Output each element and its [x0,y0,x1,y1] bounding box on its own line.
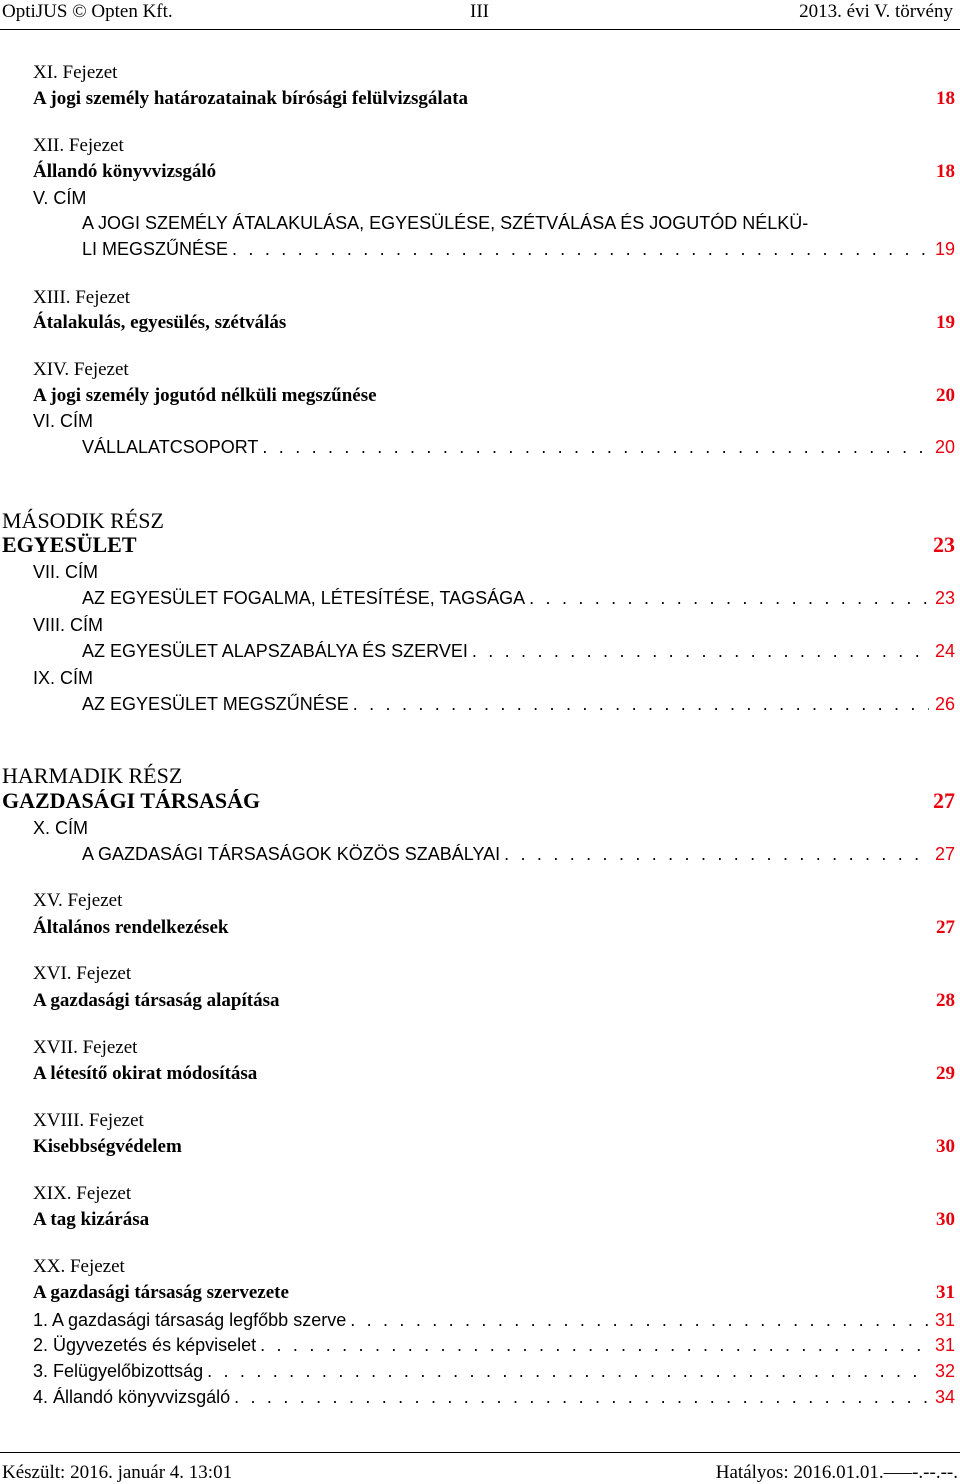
toc-entry-fejezet-num [33,1108,955,1133]
toc-page-number[interactable]: 23 [934,588,955,608]
toc-entry-text: 1. A gazdasági társaság legfőbb szerve [33,1310,347,1330]
toc-entry-text: MÁSODIK RÉSZ [2,508,164,533]
dot-leader [234,1385,929,1410]
toc-entry-cim-title [82,692,955,717]
toc-page-number[interactable]: 23 [933,532,955,557]
toc-entry-fejezet-title [33,1207,955,1232]
toc-entry-fejezet-num [33,60,955,85]
toc-entry-fejezet-title [33,988,955,1013]
toc-entry-cim-title-nodots [82,211,955,236]
toc-entry-cim-num [33,666,955,691]
toc-entry-text: GAZDASÁGI TÁRSASÁG [2,788,261,813]
toc-page-number[interactable]: 34 [934,1387,955,1407]
dot-leader [529,586,929,611]
toc-entry-section [33,1385,955,1410]
page-header [0,0,960,27]
toc-entry-text: XV. Fejezet [33,890,123,911]
toc-entry-text: A JOGI SZEMÉLY ÁTALAKULÁSA, EGYESÜLÉSE, SZÉTVÁLÁSA ÉS JOGUTÓD NÉLKÜ- [82,213,809,233]
toc-entry-fejezet-num [33,1181,955,1206]
dot-leader [207,1359,929,1384]
toc-entry-cim-title [82,237,955,262]
toc-entry-text: HARMADIK RÉSZ [2,763,183,788]
toc-entry-cim-num [33,816,955,841]
toc-entry-resz-title [2,788,955,813]
toc-entry-text: A gazdasági társaság alapítása [33,990,280,1011]
toc-entry-text: XIX. Fejezet [33,1183,132,1204]
toc-entry-text: AZ EGYESÜLET ALAPSZABÁLYA ÉS SZERVEI [82,641,468,661]
toc-entry-text: XI. Fejezet [33,62,118,83]
toc-entry-text: A létesítő okirat módosítása [33,1063,258,1084]
toc-entry-fejezet-title [33,383,955,408]
toc-entry-fejezet-title [33,1061,955,1086]
footer-rule [0,1452,960,1453]
toc-entry-text: Kisebbségvédelem [33,1136,182,1157]
toc-page-number[interactable]: 32 [934,1361,955,1381]
toc-page-number[interactable]: 20 [934,437,955,457]
toc-page-number[interactable]: 19 [936,312,955,333]
toc-entry-text: VIII. CÍM [33,615,104,635]
toc-entry-fejezet-title [33,159,955,184]
toc-entry-text: A gazdasági társaság szervezete [33,1282,289,1303]
toc-entry-text: XVIII. Fejezet [33,1110,144,1131]
toc-entry-text: A tag kizárása [33,1209,150,1230]
toc-page-number[interactable]: 30 [936,1136,955,1157]
toc-page-number[interactable]: 26 [934,694,955,714]
toc-entry-cim-title [82,842,955,867]
toc-page-number[interactable]: 24 [934,641,955,661]
toc-entry-cim-num [33,186,955,211]
toc-entry-text: 3. Felügyelőbizottság [33,1361,204,1381]
dot-leader [504,842,929,867]
toc-entry-text: EGYESÜLET [2,532,137,557]
toc-entry-fejezet-num [33,1254,955,1279]
toc-entry-text: VII. CÍM [33,562,99,582]
toc-entry-text: 4. Állandó könyvvizsgáló [33,1387,231,1407]
dot-leader [350,1308,929,1333]
dot-leader [260,1333,929,1358]
header-rule [0,29,960,30]
toc-page-number[interactable]: 20 [936,385,955,406]
toc-entry-cim-title [82,639,955,664]
dot-leader [472,639,929,664]
toc-entry-section [33,1308,955,1333]
toc-page-number[interactable]: 29 [936,1063,955,1084]
toc-entry-fejezet-num [33,133,955,158]
footer-created: Készült: 2016. január 4. 13:01 [2,1462,233,1483]
toc-entry-section [33,1333,955,1358]
toc-entry-text: Átalakulás, egyesülés, szétválás [33,312,287,333]
toc-entry-section [33,1359,955,1384]
toc-entry-fejezet-num [33,357,955,382]
toc-entry-text: X. CÍM [33,818,89,838]
toc-page-number[interactable]: 18 [936,88,955,109]
toc-entry-text: A GAZDASÁGI TÁRSASÁGOK KÖZÖS SZABÁLYAI [82,844,501,864]
toc-entry-text: XVII. Fejezet [33,1037,138,1058]
toc-page-number[interactable]: 19 [934,239,955,259]
toc-page-number[interactable]: 27 [933,788,955,813]
toc-entry-fejezet-title [33,86,955,111]
toc-entry-resz-title [2,532,955,557]
toc-entry-text: XVI. Fejezet [33,963,132,984]
toc-entry-fejezet-title [33,310,955,335]
toc-entry-fejezet-title [33,1280,955,1305]
dot-leader [262,435,929,460]
toc-entry-cim-num [33,409,955,434]
header-law-title: 2013. évi V. törvény [799,1,953,22]
toc-entry-resz-num [2,763,955,788]
toc-entry-cim-title [82,435,955,460]
footer-effective: Hatályos: 2016.01.01.–––-.--.--. [715,1462,958,1483]
toc-entry-text: AZ EGYESÜLET MEGSZŰNÉSE [82,694,349,714]
toc-entry-cim-num [33,560,955,585]
toc-entry-text: IX. CÍM [33,668,94,688]
toc-page-number[interactable]: 30 [936,1209,955,1230]
dot-leader [353,692,929,717]
toc-entry-fejezet-num [33,961,955,986]
toc-entry-fejezet-title [33,1134,955,1159]
toc-entry-text: A jogi személy jogutód nélküli megszűnése [33,385,377,406]
dot-leader [232,237,929,262]
toc-page-number[interactable]: 27 [934,844,955,864]
header-page-roman: III [470,1,489,22]
toc-entry-cim-num [33,613,955,638]
toc-entry-text: A jogi személy határozatainak bírósági felülvizsgálata [33,88,469,109]
toc-entry-text: Állandó könyvvizsgáló [33,161,217,182]
toc-entry-resz-num [2,508,955,533]
toc-page-number[interactable]: 18 [936,161,955,182]
toc-entry-cim-title [82,586,955,611]
toc-entry-text: XIII. Fejezet [33,287,131,308]
toc-entry-text: VI. CÍM [33,411,94,431]
toc-entry-fejezet-num [33,888,955,913]
toc-entry-text: V. CÍM [33,188,87,208]
toc-page-number[interactable]: 31 [934,1335,955,1355]
toc-entry-text: XIV. Fejezet [33,359,129,380]
header-publisher: OptiJUS © Opten Kft. [2,1,173,22]
toc-entry-text: LI MEGSZŰNÉSE [82,239,229,259]
toc-page-number[interactable]: 31 [936,1282,955,1303]
toc-entry-text: VÁLLALATCSOPORT [82,437,259,457]
toc-page-number[interactable]: 31 [934,1310,955,1330]
toc-entry-text: XX. Fejezet [33,1256,125,1277]
toc-entry-text: 2. Ügyvezetés és képviselet [33,1335,257,1355]
toc-entry-text: Általános rendelkezések [33,917,229,938]
toc-entry-fejezet-num [33,285,955,310]
toc-entry-fejezet-num [33,1035,955,1060]
toc-page-number[interactable]: 27 [936,917,955,938]
toc-entry-text: AZ EGYESÜLET FOGALMA, LÉTESÍTÉSE, TAGSÁGA [82,588,526,608]
toc-entry-text: XII. Fejezet [33,135,124,156]
toc-entry-fejezet-title [33,915,955,940]
toc-page-number[interactable]: 28 [936,990,955,1011]
